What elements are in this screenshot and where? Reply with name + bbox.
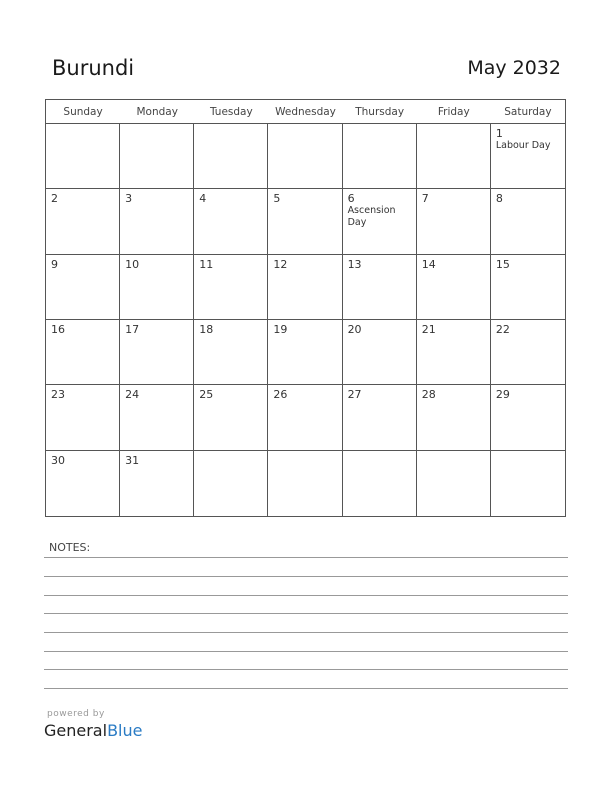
- day-number: 5: [273, 192, 281, 206]
- weekday-monday: Monday: [136, 106, 178, 118]
- day-cell: [194, 189, 268, 254]
- day-cell: [417, 124, 491, 189]
- notes-line: [44, 688, 568, 689]
- day-cell: [120, 255, 194, 320]
- day-cell: [491, 320, 565, 385]
- day-number: 1: [495, 127, 503, 140]
- day-number: 15: [495, 257, 510, 271]
- day-number: 19: [273, 323, 288, 336]
- weekday-header-row: [46, 100, 565, 124]
- day-cell: [268, 124, 342, 189]
- notes-line: [44, 669, 568, 670]
- day-cell: [46, 451, 120, 516]
- day-number: 2: [51, 192, 58, 206]
- day-cell: [343, 255, 417, 320]
- weekday-thursday: Thursday: [355, 106, 405, 118]
- day-cell: [268, 451, 342, 516]
- month-year-title: May 2032: [467, 57, 561, 79]
- notes-line: [44, 613, 568, 614]
- day-cell: [194, 255, 268, 320]
- brand-blue: Blue: [107, 721, 143, 740]
- day-number: 26: [273, 388, 288, 402]
- day-number: 6: [347, 192, 355, 206]
- day-cell: [46, 385, 120, 450]
- day-number: 31: [125, 453, 140, 467]
- day-number: 23: [51, 388, 65, 402]
- notes-line: [44, 557, 568, 558]
- holiday-label: Labour Day: [495, 140, 551, 151]
- day-number: 24: [125, 388, 140, 402]
- day-cell: [343, 451, 417, 516]
- day-number: 21: [421, 323, 436, 336]
- notes-line: [44, 632, 568, 633]
- day-number: 16: [51, 323, 65, 336]
- day-number: 10: [125, 257, 140, 271]
- day-cell: [417, 385, 491, 450]
- country-title: Burundi: [52, 56, 135, 80]
- day-cell: [491, 124, 565, 189]
- day-number: 17: [125, 323, 140, 336]
- day-cell: [417, 189, 491, 254]
- day-cell: [268, 189, 342, 254]
- weekday-wednesday: Wednesday: [275, 106, 336, 118]
- day-cell: [417, 451, 491, 516]
- day-cell: [46, 189, 120, 254]
- day-number: 13: [347, 257, 362, 271]
- day-number: 25: [199, 388, 214, 402]
- notes-line: [44, 651, 568, 652]
- day-cell: [194, 451, 268, 516]
- day-cell: [120, 124, 194, 189]
- day-number: 7: [421, 192, 429, 206]
- day-number: 20: [347, 323, 362, 336]
- brand-general: General: [44, 721, 108, 740]
- generalblue-logo[interactable]: [44, 721, 142, 740]
- day-cell: [120, 451, 194, 516]
- day-number: 4: [199, 192, 207, 206]
- day-cell: [194, 124, 268, 189]
- notes-line: [44, 595, 568, 596]
- day-cell: [194, 385, 268, 450]
- day-cell: [491, 255, 565, 320]
- day-number: 14: [421, 257, 436, 271]
- day-number: 28: [421, 388, 436, 402]
- day-number: 9: [51, 257, 58, 271]
- weekday-sunday: Sunday: [63, 106, 103, 118]
- day-cell: [46, 124, 120, 189]
- day-cell: [194, 320, 268, 385]
- notes-label: NOTES:: [49, 541, 91, 554]
- day-cell: [268, 385, 342, 450]
- calendar-table: [45, 99, 566, 517]
- day-cell: [343, 320, 417, 385]
- day-number: 8: [495, 192, 503, 206]
- day-cell: [120, 320, 194, 385]
- day-cell: [417, 320, 491, 385]
- weekday-saturday: Saturday: [504, 106, 552, 118]
- day-cell: [120, 189, 194, 254]
- day-cell: [491, 385, 565, 450]
- day-cell: [491, 451, 565, 516]
- day-number: 22: [495, 323, 510, 336]
- day-number: 30: [51, 453, 65, 467]
- day-cell: [417, 255, 491, 320]
- day-number: 11: [199, 257, 214, 271]
- day-cell: [268, 320, 342, 385]
- weekday-tuesday: Tuesday: [209, 106, 253, 118]
- weekday-friday: Friday: [437, 106, 470, 118]
- day-cell: [120, 385, 194, 450]
- day-cell: [46, 255, 120, 320]
- holiday-label: Ascension Day: [347, 205, 396, 229]
- day-number: 29: [495, 388, 510, 402]
- day-number: 27: [347, 388, 362, 402]
- powered-by-text: powered by: [47, 709, 105, 719]
- day-number: 12: [273, 257, 288, 271]
- day-cell: [343, 124, 417, 189]
- calendar-grid: [46, 124, 565, 516]
- day-cell: [491, 189, 565, 254]
- day-number: 3: [125, 192, 133, 206]
- notes-line: [44, 576, 568, 577]
- day-cell: [343, 385, 417, 450]
- day-number: 18: [199, 323, 214, 336]
- day-cell: [46, 320, 120, 385]
- day-cell: [268, 255, 342, 320]
- day-cell: [343, 189, 417, 254]
